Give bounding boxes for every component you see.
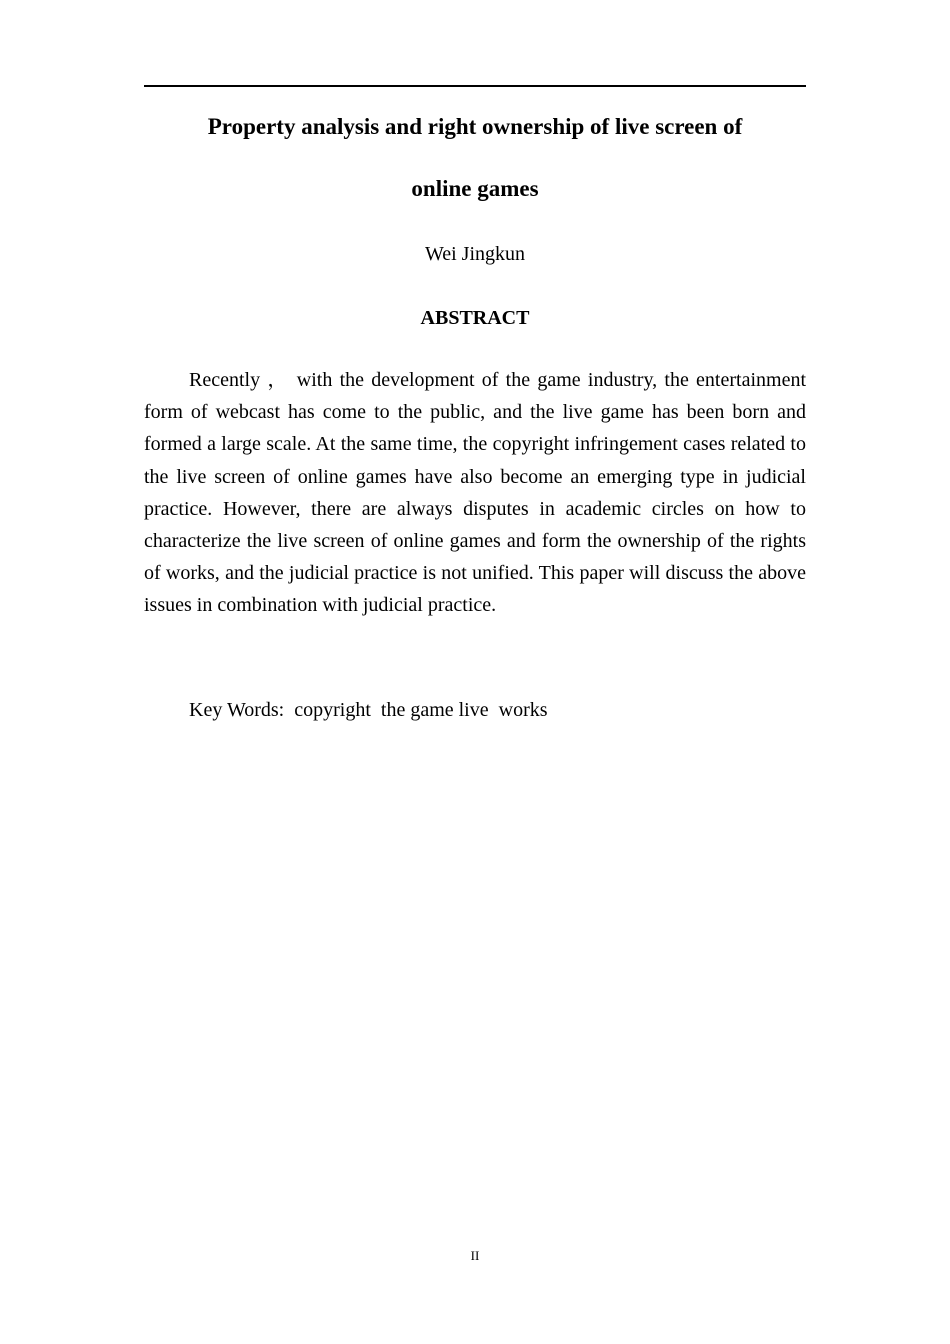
- abstract-body: Recently ， with the development of the game industry, the entertainment form of webcast has come to the public, and the live game has been born and formed a large scale. At the same time, the copyright infringement cases related to the live screen of online games have also become an emerging type in judicial practice. However, there are always disputes in academic circles on how to characterize the live screen of online games and form the ownership of the rights of works, and the judicial practice is not unified. This paper will discuss the above issues in combination with judicial practice.: [144, 369, 806, 617]
- title-line-2: online games: [411, 176, 539, 201]
- keywords-line: Key Words: copyright the game live works: [189, 699, 548, 721]
- author-name: Wei Jingkun: [424, 243, 526, 265]
- paper-title: [144, 96, 806, 220]
- page-number: II: [470, 1248, 480, 1263]
- abstract-heading: ABSTRACT: [420, 307, 530, 329]
- title-line-1: Property analysis and right ownership of live screen of: [207, 114, 743, 139]
- header-rule: [144, 85, 806, 87]
